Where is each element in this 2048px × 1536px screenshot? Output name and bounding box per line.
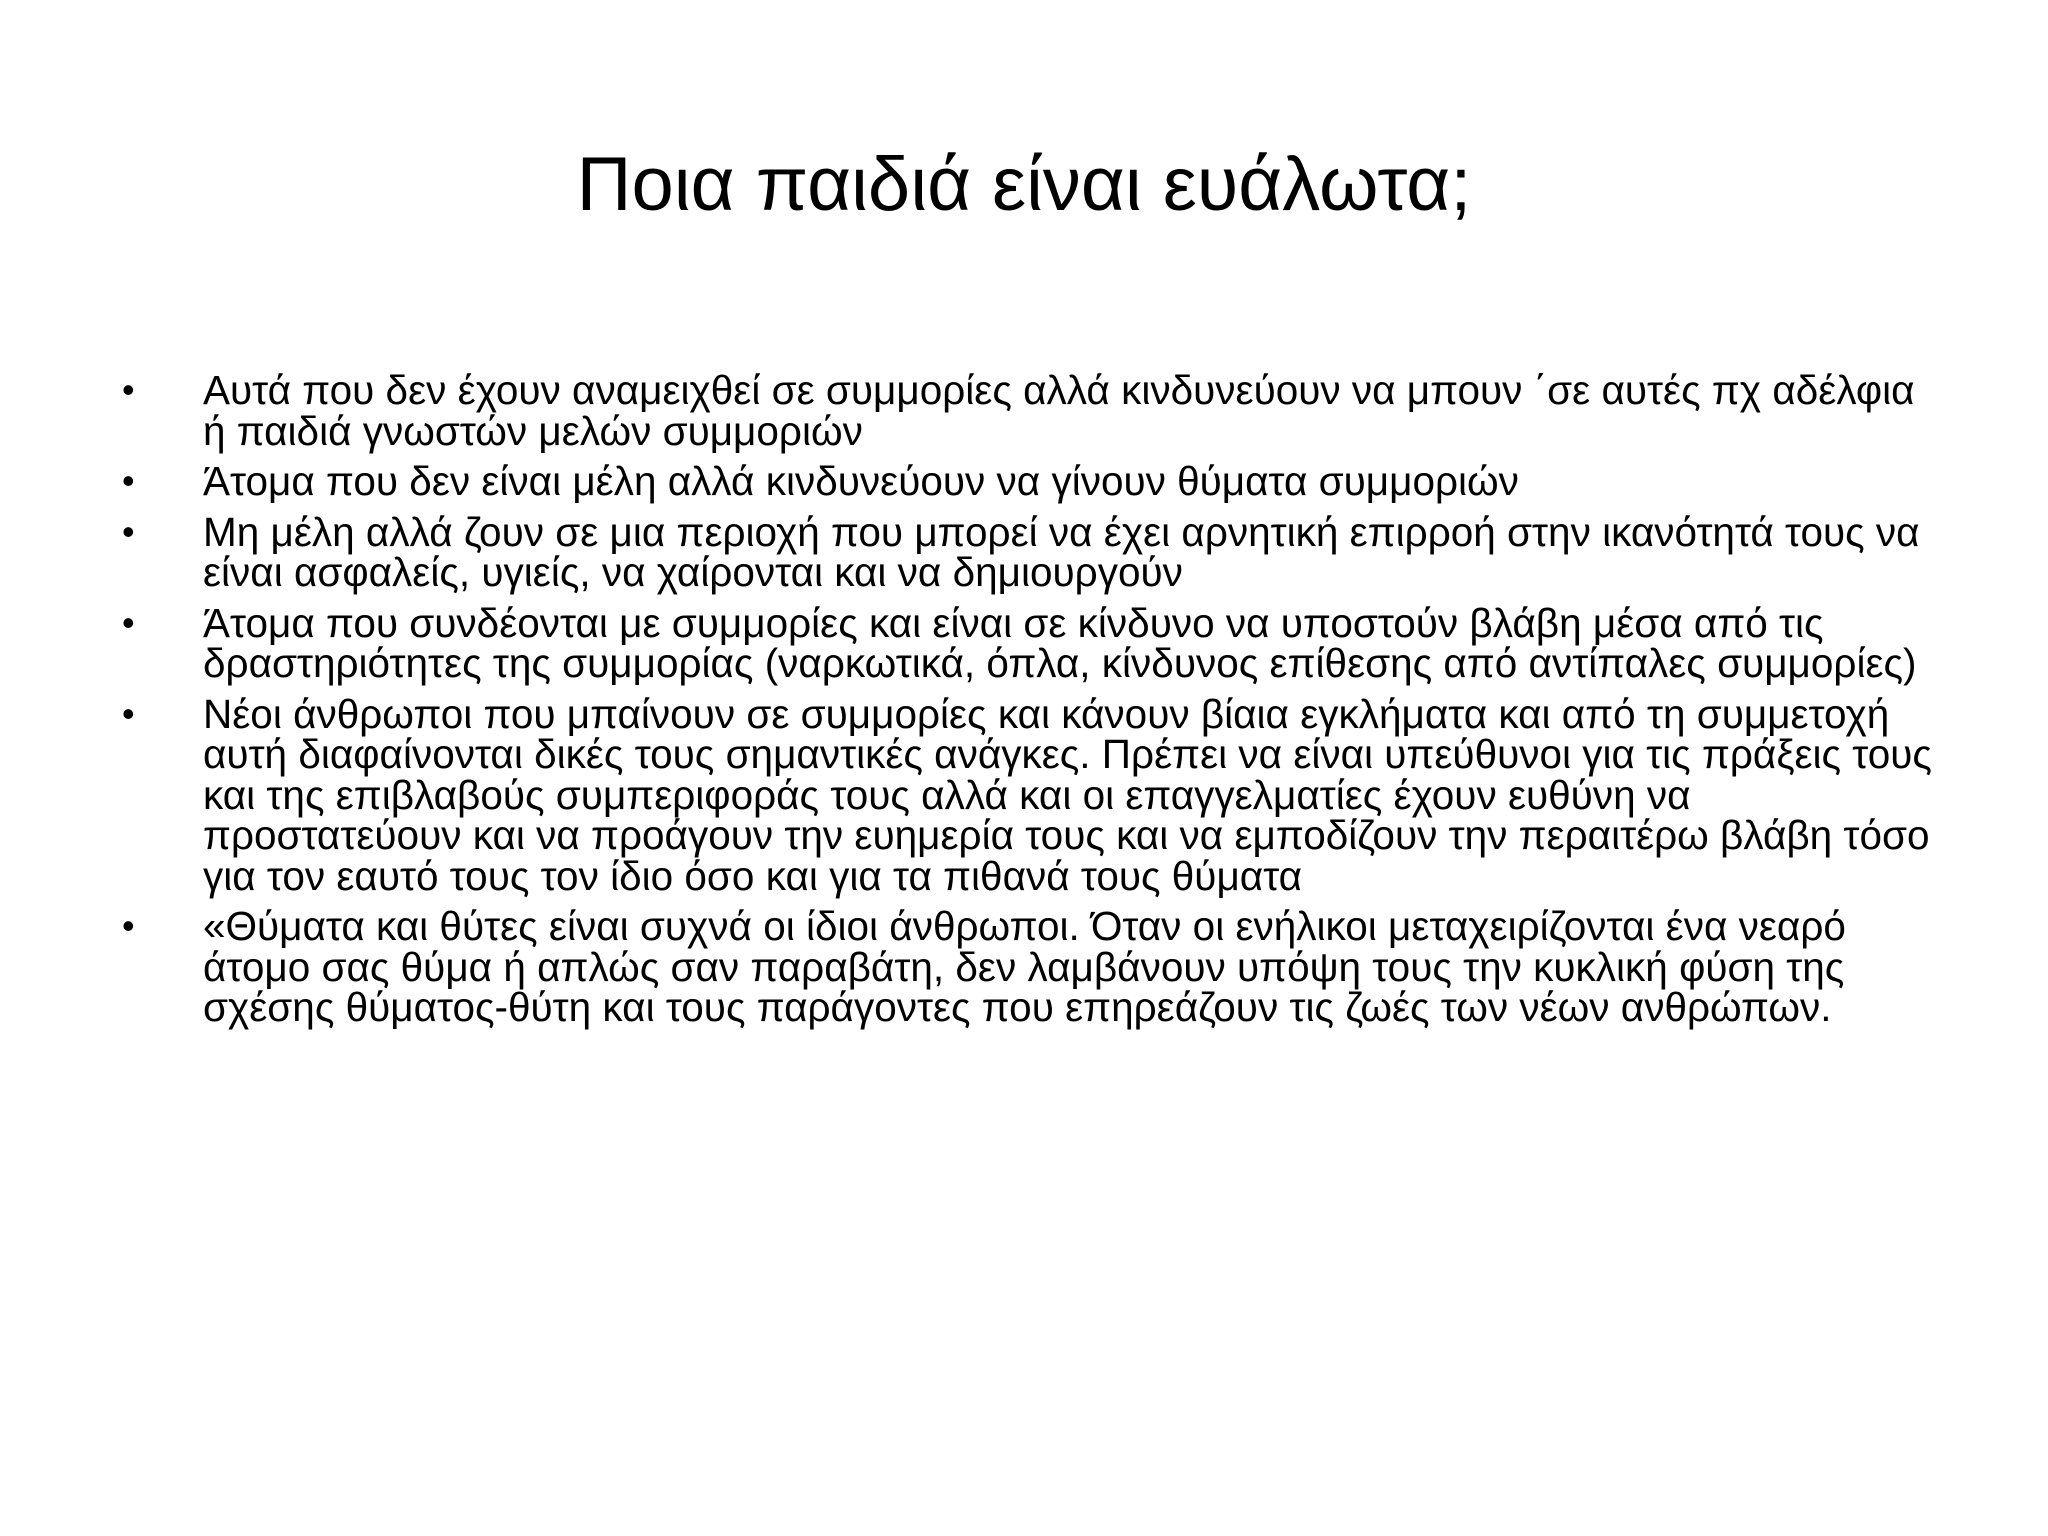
bullet-item <box>122 508 1942 595</box>
bullet-icon: • <box>122 369 135 410</box>
bullet-icon: • <box>122 510 135 552</box>
bullet-icon: • <box>122 601 135 643</box>
bullet-text: Αυτά που δεν έχουν αναμειχθεί σε συμμορίες αλλά κινδυνεύουν να μπουν ΄σε αυτές πχ αδέλφια ή παιδιά γνωστών μελών συμμοριών <box>203 367 1915 454</box>
bullet-text: Άτομα που συνδέονται με συμμορίες και είναι σε κίνδυνο να υποστούν βλάβη μέσα από τις δραστηριότητες της συμμορίας (ναρκωτικά, όπλα, κίνδυνος επίθεσης από αντίπαλες συμμορίες) <box>203 599 1917 686</box>
bullet-item <box>122 903 1942 1030</box>
bullet-item <box>122 458 1942 504</box>
bullet-item <box>122 367 1942 454</box>
bullet-icon: • <box>122 905 135 946</box>
bullet-item <box>122 690 1942 899</box>
bullet-text: Νέοι άνθρωποι που μπαίνουν σε συμμορίες και κάνουν βίαια εγκλήματα και από τη συμμετοχή αυτή διαφαίνονται δικές τους σημαντικές ανάγκες. Πρέπει να είναι υπεύθυνοι για τις πράξεις τους και της επιβλαβούς συμπεριφοράς τους αλλά και οι επαγγελματίες έχουν ευθύνη να προστατεύουν και να προάγουν την ευημερία τους και να εμποδίζουν την περαιτέρω βλάβη τόσο για τον εαυτό τους τον ίδιο όσο και για τα πιθανά τους θύματα <box>203 690 1932 899</box>
bullet-list <box>122 367 1942 1038</box>
bullet-icon: • <box>122 460 135 501</box>
bullet-text: Άτομα που δεν είναι μέλη αλλά κινδυνεύουν να γίνουν θύματα συμμοριών <box>203 458 1519 504</box>
bullet-text: Μη μέλη αλλά ζουν σε μια περιοχή που μπορεί να έχει αρνητική επιρροή στην ικανότητά τους να είναι ασφαλείς, υγιείς, να χαίρονται και να δημιουργούν <box>203 508 1920 595</box>
bullet-item <box>122 599 1942 686</box>
bullet-icon: • <box>122 692 135 734</box>
bullet-text: «Θύματα και θύτες είναι συχνά οι ίδιοι άνθρωποι. Όταν οι ενήλικοι μεταχειρίζονται ένα νεαρό άτομο σας θύμα ή απλώς σαν παραβάτη, δεν λαμβάνουν υπόψη τους την κυκλική φύση της σχέσης θύματος-θύτη και τους παράγοντες που επηρεάζουν τις ζωές των νέων ανθρώπων. <box>203 903 1846 1030</box>
slide-title: Ποια παιδιά είναι ευάλωτα; <box>576 142 1472 227</box>
